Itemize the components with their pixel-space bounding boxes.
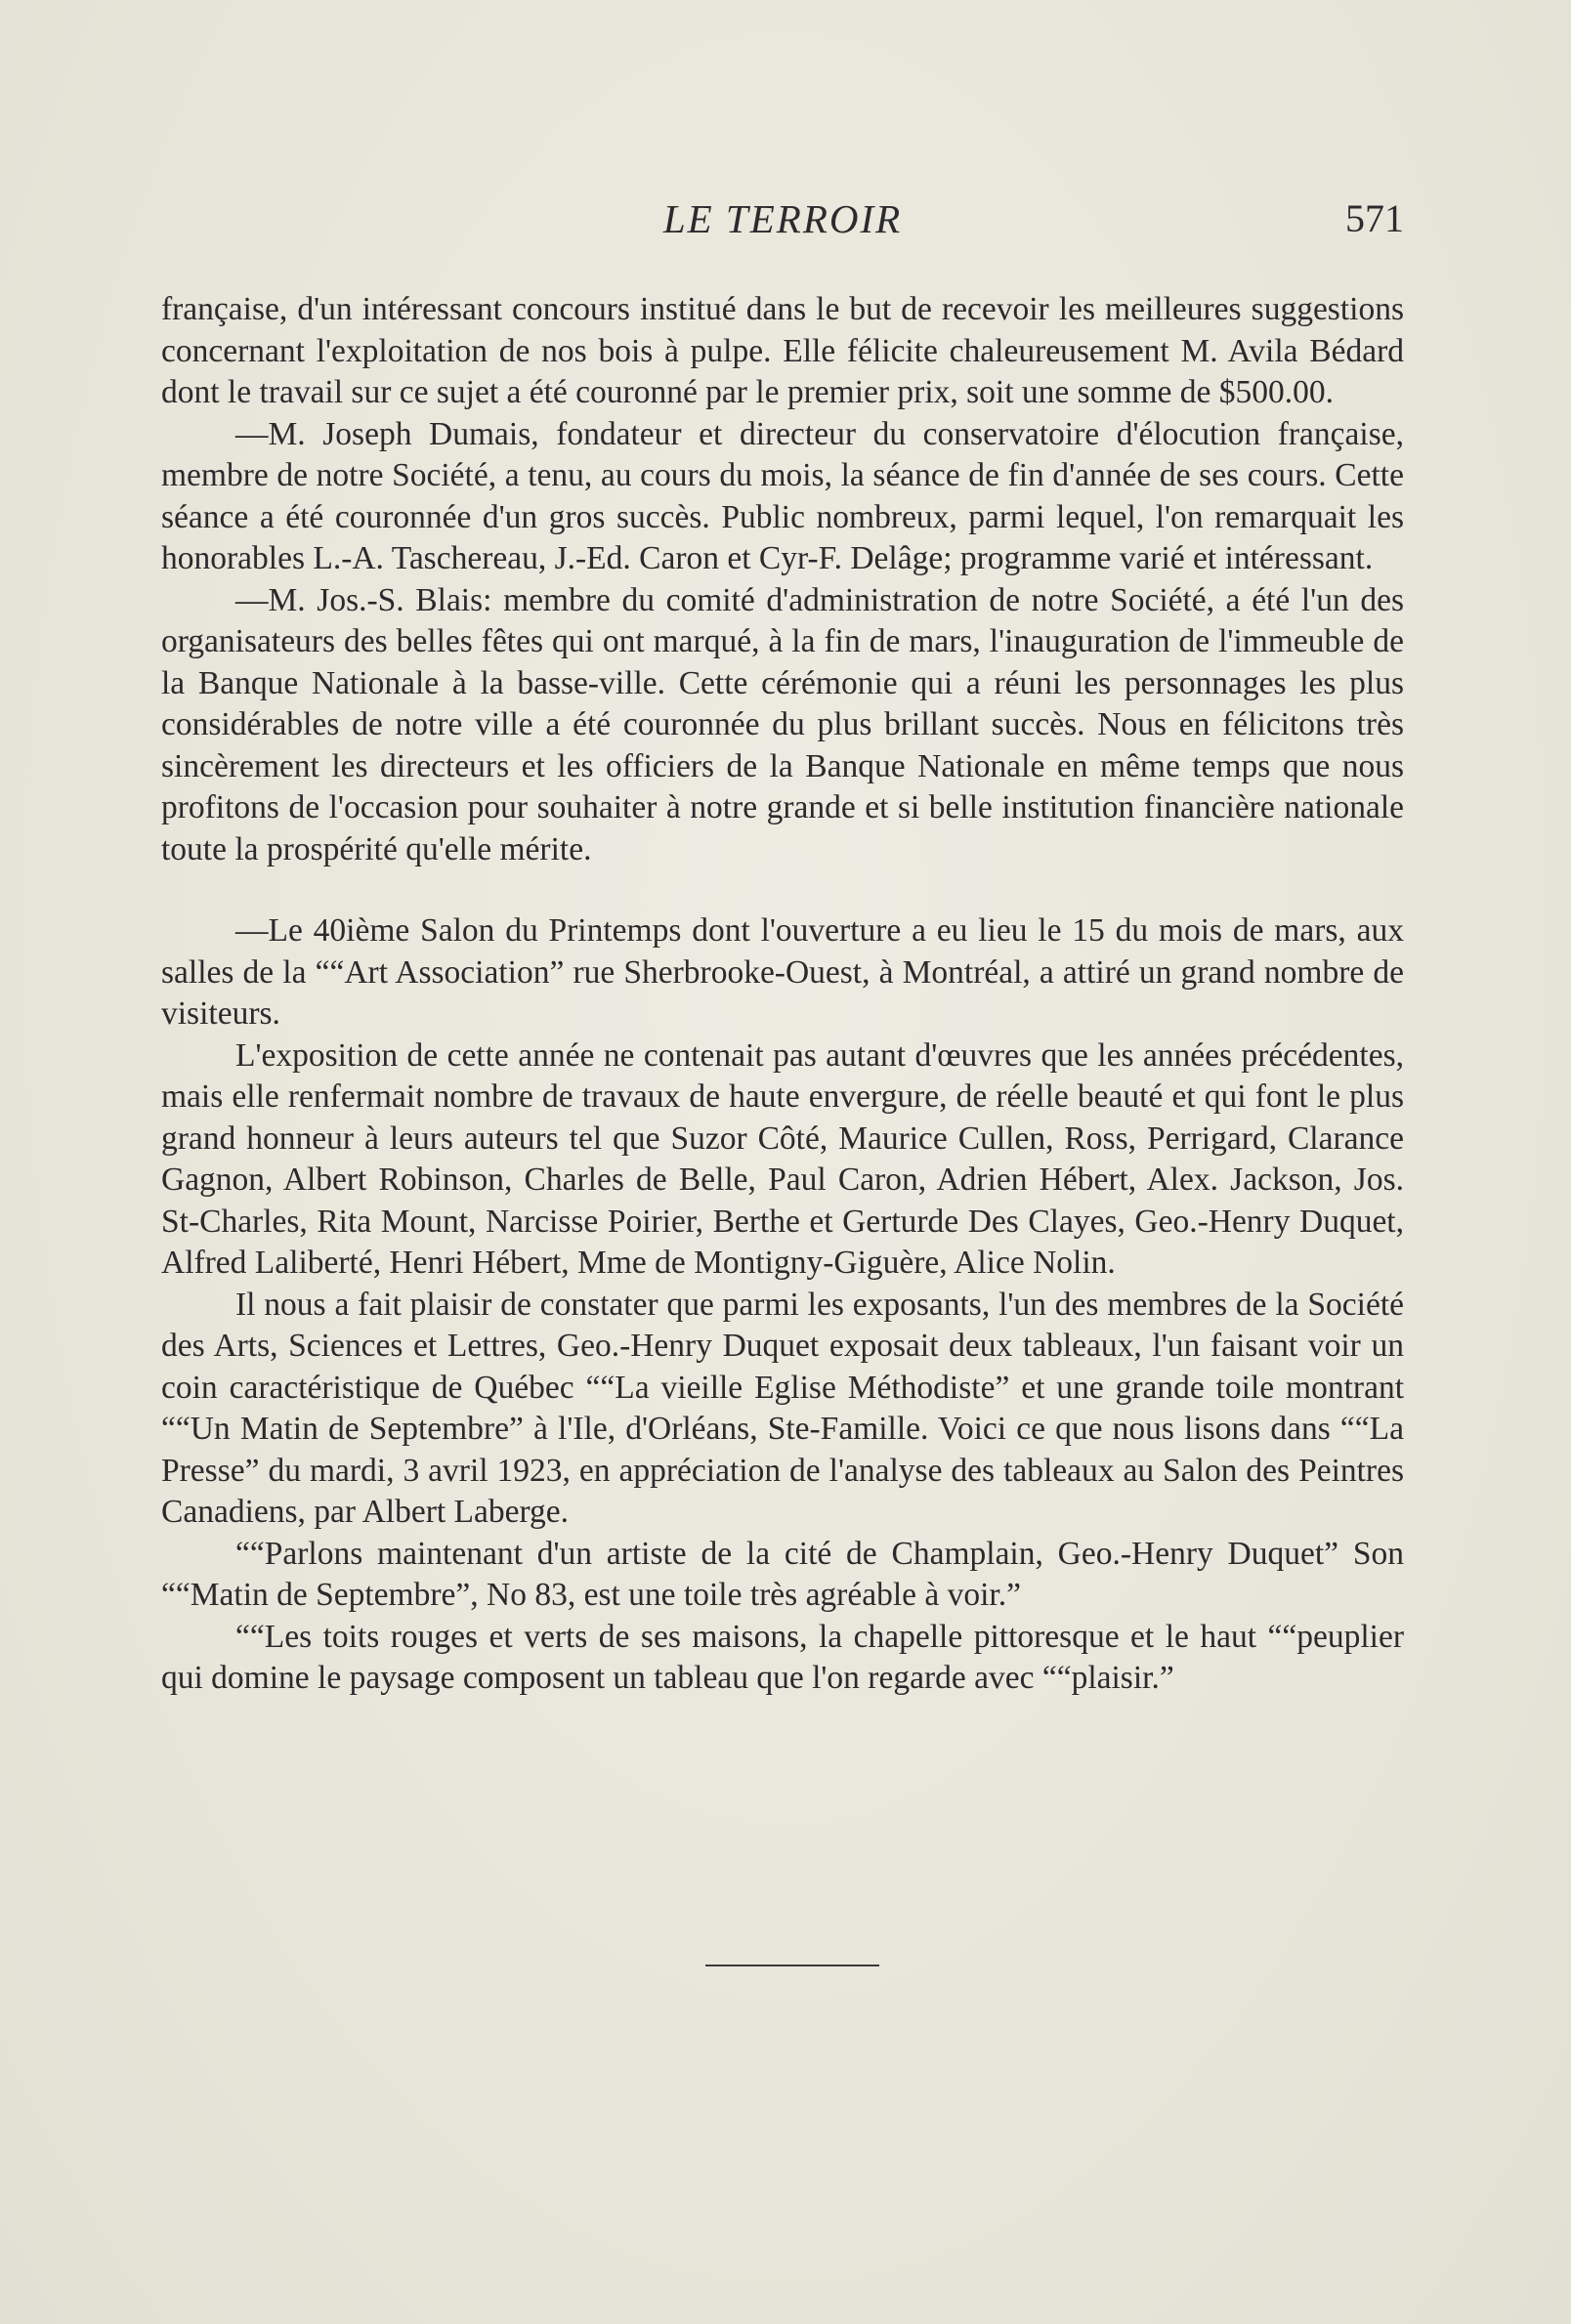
paragraph-blais: —M. Jos.-S. Blais: membre du comité d'administration de notre Société, a été l'un des organisateurs des belles fêtes qui ont marqué, à la fin de mars, l'inauguration de l'immeuble de la Banque Nationale à la basse-ville. Cette cérémonie qui a réuni les personnages les plus considérables de notre ville a été couronnée du plus brillant succès. Nous en félicitons très sincèrement les directeurs et les officiers de la Banque Nationale en même temps que nous profitons de l'occasion pour souhaiter à notre grande et si belle institution financière nationale toute la prospérité qu'elle mérite. bbox=[161, 581, 1404, 867]
paragraph-dumais: —M. Joseph Dumais, fondateur et directeur du conservatoire d'élocution française, membre de notre Société, a tenu, au cours du mois, la séance de fin d'année de ses cours. Cette séance a été couronnée d'un gros succès. Public nombreux, parmi lequel, l'on remarquait les honorables L.-A. Taschereau, J.-Ed. Caron et Cyr-F. Delâge; programme varié et intéressant. bbox=[161, 415, 1404, 576]
paragraph-continuation: française, d'un intéressant concours institué dans le but de recevoir les meilleures suggestions concernant l'exploitation de nos bois à pulpe. Elle félicite chaleureusement M. Avila Bédard dont le travail sur ce sujet a été couronné par le premier prix, soit une somme de $500.00. bbox=[161, 291, 1404, 410]
page-header bbox=[161, 195, 1404, 254]
paragraph-duquet: Il nous a fait plaisir de constater que parmi les exposants, l'un des membres de la Société des Arts, Sciences et Lettres, Geo.-Henry Duquet exposait deux tableaux, l'un faisant voir un coin caractéristique de Québec ““La vieille Eglise Méthodiste” et une grande toile montrant ““Un Matin de Septembre” à l'Ile, d'Orléans, Ste-Famille. Voici ce que nous lisons dans ““La Presse” du mardi, 3 avril 1923, en appréciation de l'analyse des tableaux au Salon des Peintres Canadiens, par Albert Laberge. bbox=[161, 1286, 1404, 1530]
paragraph-exposition: L'exposition de cette année ne contenait pas autant d'œuvres que les années précédentes, mais elle renfermait nombre de travaux de haute envergure, de réelle beauté et qui font le plus grand honneur à leurs auteurs tel que Suzor Côté, Maurice Cullen, Ross, Perrigard, Clarance Gagnon, Albert Robinson, Charles de Belle, Paul Caron, Adrien Hébert, Alex. Jackson, Jos. St-Charles, Rita Mount, Narcisse Poirier, Berthe et Gerturde Des Clayes, Geo.-Henry Duquet, Alfred Laliberté, Henri Hébert, Mme de Montigny-Giguère, Alice Nolin. bbox=[161, 1036, 1404, 1281]
paragraph-quote-2: ““Les toits rouges et verts de ses maisons, la chapelle pittoresque et le haut ““peuplier qui domine le paysage composent un tableau que l'on regarde avec ““plaisir.” bbox=[161, 1618, 1404, 1696]
page-number: 571 bbox=[1345, 196, 1404, 240]
body-text bbox=[161, 289, 1404, 1700]
section-divider bbox=[705, 1965, 879, 1966]
running-title: LE TERROIR bbox=[662, 196, 903, 241]
paragraph-salon: —Le 40ième Salon du Printemps dont l'ouverture a eu lieu le 15 du mois de mars, aux salles de la ““Art Association” rue Sherbrooke-Ouest, à Montréal, a attiré un grand nombre de visiteurs. bbox=[161, 912, 1404, 1032]
paragraph-quote-1: ““Parlons maintenant d'un artiste de la cité de Champlain, Geo.-Henry Duquet” Son ““Matin de Septembre”, No 83, est une toile très agréable à voir.” bbox=[161, 1535, 1404, 1613]
